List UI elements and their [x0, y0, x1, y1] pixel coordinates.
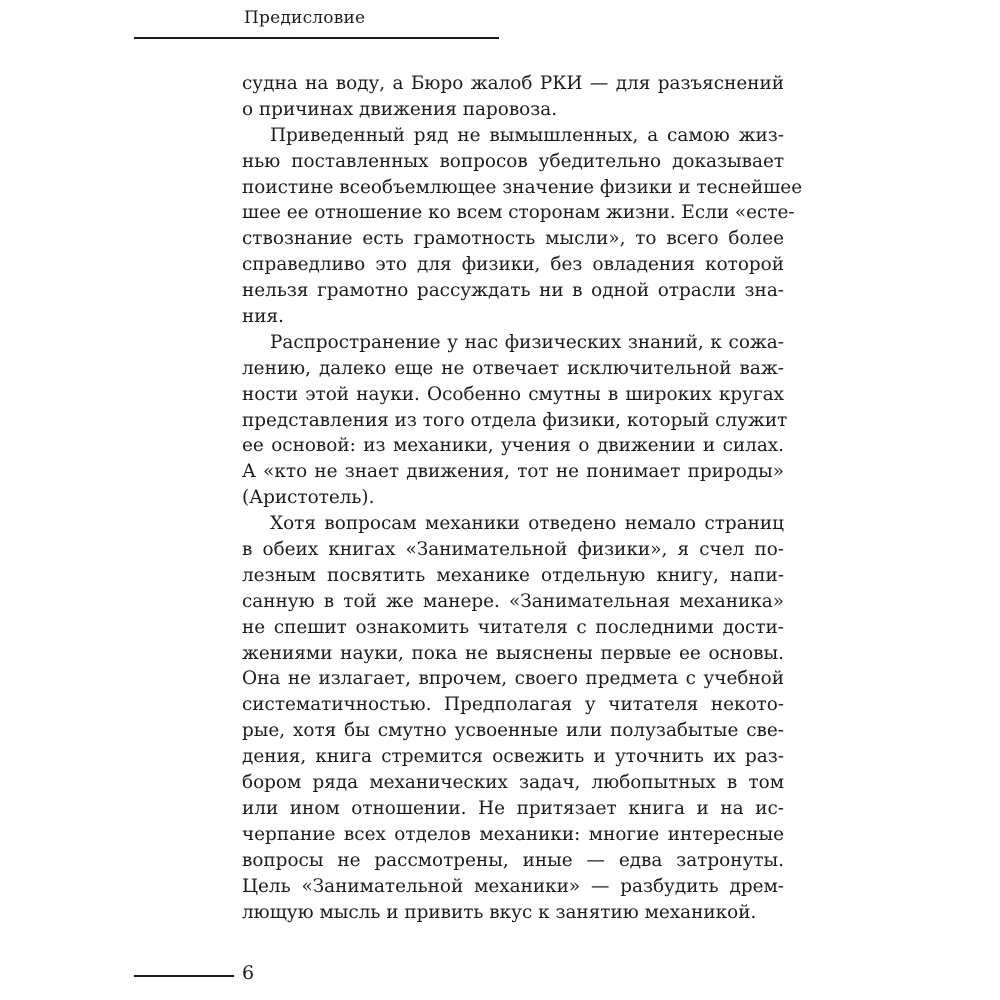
- text-line: представления из того отдела физики, который служит: [242, 409, 788, 431]
- text-line: или ином отношении. Не притязает книга и на ис-: [242, 797, 784, 819]
- text-line: бором ряда механических задач, любопытных в том: [242, 772, 784, 794]
- text-line: дения, книга стремится освежить и уточнить их раз-: [242, 746, 784, 768]
- text-line: шее ее отношение ко всем сторонам жизни. Если «есте-: [242, 202, 795, 224]
- running-head: Предисловие: [244, 8, 366, 28]
- paragraph: [242, 71, 784, 123]
- text-line: нью поставленных вопросов убедительно доказывает: [242, 150, 784, 172]
- text-line: в обеих книгах «Занимательной физики», я счел по-: [242, 539, 784, 561]
- text-line: санную в той же манере. «Занимательная механика»: [242, 590, 784, 612]
- text-line: Приведенный ряд не вымышленных, а самою жиз-: [270, 124, 784, 146]
- footer-rule: [134, 975, 234, 977]
- text-line: справедливо это для физики, без овладения которой: [242, 254, 784, 276]
- text-line: судна на воду, а Бюро жалоб РКИ — для разъяснений: [242, 73, 784, 94]
- paragraph: [242, 123, 803, 330]
- text-line: нельзя грамотно рассуждать ни в одной отрасли зна-: [242, 280, 784, 302]
- text-line: лезным посвятить механике отдельную книгу, напи-: [242, 564, 784, 586]
- page-number: 6: [242, 962, 255, 984]
- text-line: поистине всеобъемлющее значение физики и теснейшее: [242, 176, 803, 198]
- text-line: систематичностью. Предполагая у читателя некото-: [242, 694, 784, 716]
- text-line: Распространение у нас физических знаний, к сожа-: [270, 331, 784, 353]
- text-line: лению, далеко еще не отвечает исключительной важ-: [242, 357, 784, 379]
- text-line: жениями науки, пока не выяснены первые ее основы.: [242, 642, 784, 664]
- text-line: ния.: [242, 306, 284, 328]
- text-line: Цель «Занимательной механики» — разбудить дрем-: [242, 875, 784, 897]
- text-line: не спешит ознакомить читателя с последними дости-: [242, 616, 784, 638]
- text-line: рые, хотя бы смутно усвоенные или полузабытые све-: [242, 720, 784, 742]
- paragraph: [242, 330, 788, 511]
- text-line: лющую мысль и привить вкус к занятию механикой.: [242, 901, 757, 923]
- text-line: А «кто не знает движения, тот не понимает природы»: [242, 461, 784, 483]
- text-line: черпание всех отделов механики: многие интересные: [242, 823, 784, 845]
- header-rule: [134, 37, 499, 39]
- text-line: о причинах движения паровоза.: [242, 98, 558, 120]
- text-line: ствознание есть грамотность мысли», то всего более: [242, 228, 784, 250]
- text-line: Хотя вопросам механики отведено немало страниц: [270, 513, 784, 535]
- text-line: ности этой науки. Особенно смутны в широких кругах: [242, 383, 784, 405]
- text-line: ее основой: из механики, учения о движении и силах.: [242, 435, 784, 457]
- text-line: Она не излагает, впрочем, своего предмета с учебной: [242, 668, 784, 690]
- text-line: вопросы не рассмотрены, иные — едва затронуты.: [242, 849, 784, 871]
- paragraph: [242, 511, 784, 925]
- body-text: [242, 71, 803, 925]
- text-line: (Аристотель).: [242, 487, 375, 509]
